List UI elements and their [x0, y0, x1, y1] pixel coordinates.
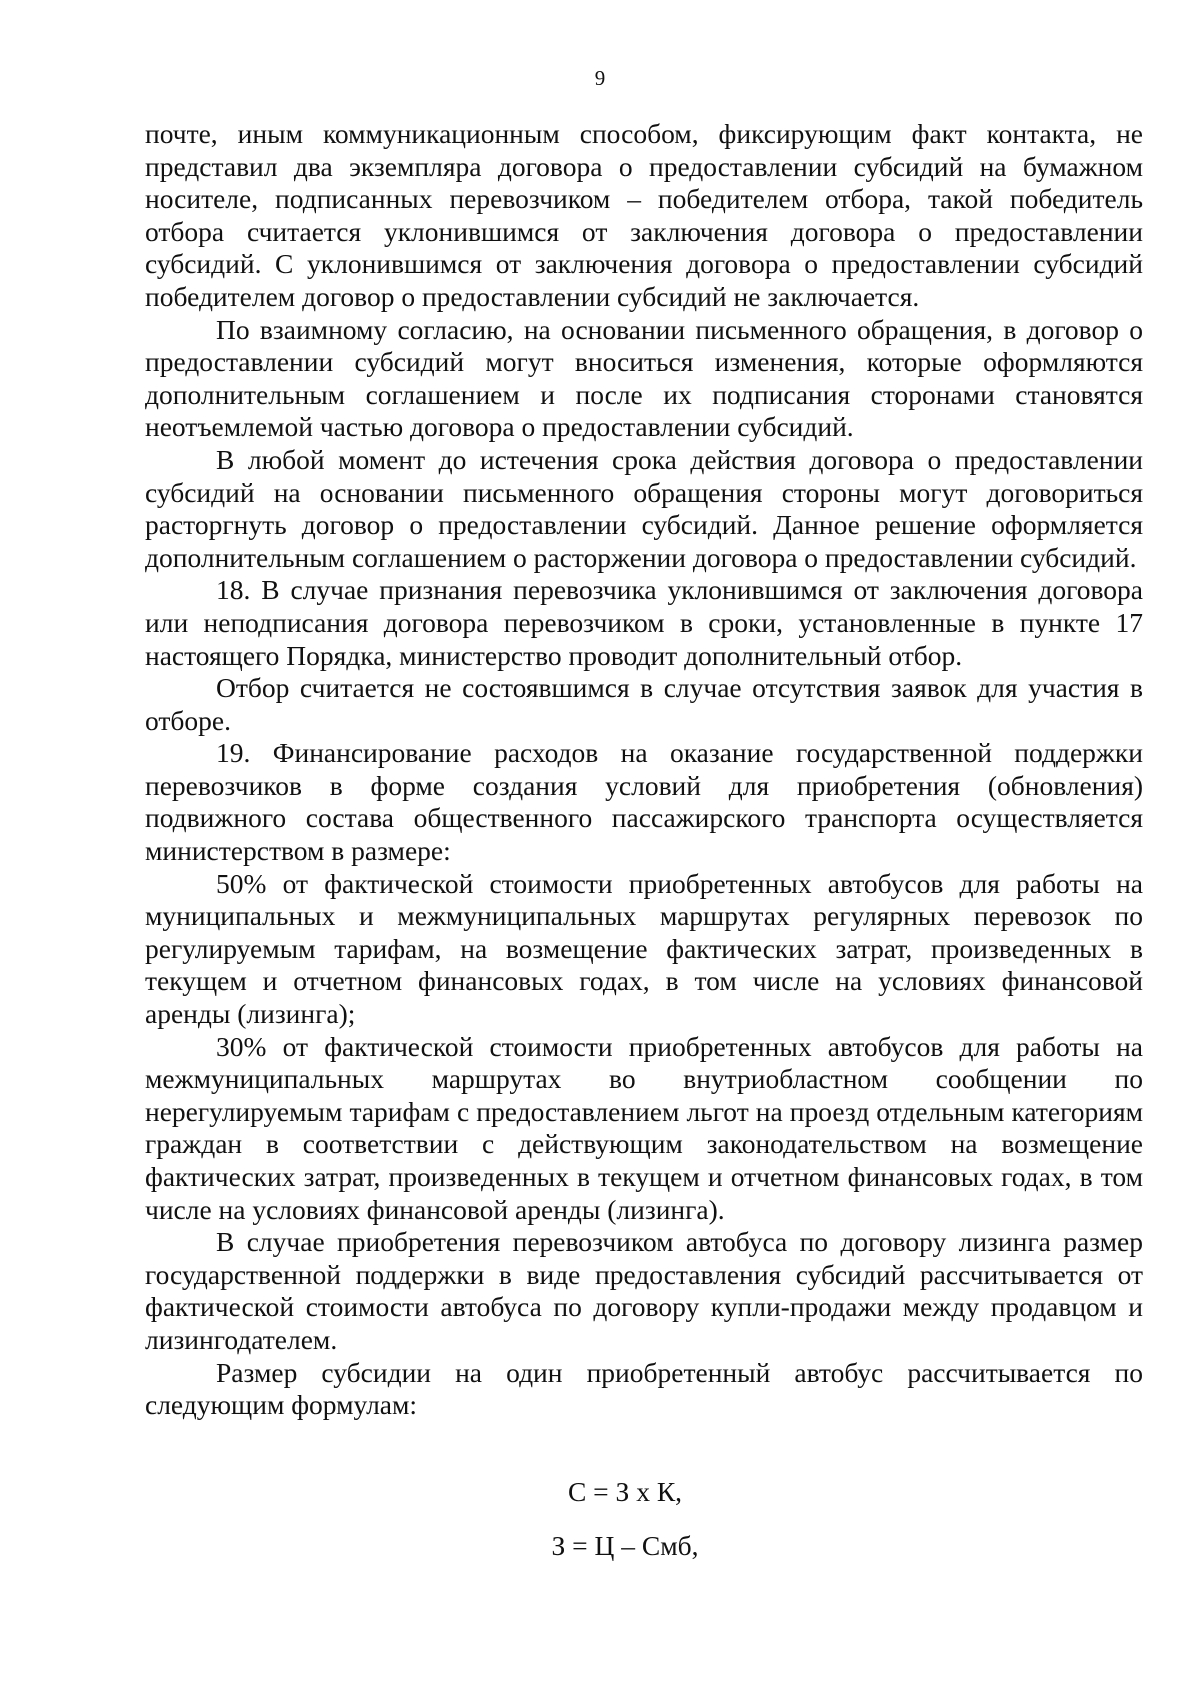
paragraph-50-percent: 50% от фактической стоимости приобретенных автобусов для работы на муниципальных и межмуниципальных маршрутах регулярных перевозок по регулируемым тарифам, на возмещение фактических затрат, произведенных в текущем и отчетном финансовых годах, в том числе на условиях финансовой аренды (лизинга); [145, 867, 1143, 1030]
formula-costs: З = Ц – Смб, [551, 1530, 699, 1561]
formulas-block [0, 1476, 1200, 1584]
paragraph-amendments: По взаимному согласию, на основании письменного обращения, в договор о предоставлении субсидий могут вноситься изменения, которые оформляются дополнительным соглашением и после их подписания сторонами становятся неотъемлемой частью договора о предоставлении субсидий. [145, 313, 1143, 443]
paragraph-selection-failed: Отбор считается не состоявшимся в случае отсутствия заявок для участия в отборе. [145, 672, 1143, 736]
paragraph-continuation: почте, иным коммуникационным способом, фиксирующим факт контакта, не представил два экземпляра договора о предоставлении субсидий на бумажном носителе, подписанных перевозчиком – победителем отбора, такой победитель отбора считается уклонившимся от заключения договора о предоставлении субсидий. С уклонившимся от заключения договора о предоставлении субсидий победителем договор о предоставлении субсидий не заключается. [145, 118, 1143, 312]
paragraph-30-percent: 30% от фактической стоимости приобретенных автобусов для работы на межмуниципальных маршрутах во внутриобластном сообщении по нерегулируемым тарифам с предоставлением льгот на проезд отдельным категориям граждан в соответствии с действующим законодательством на возмещение фактических затрат, произведенных в текущем и отчетном финансовых годах, в том числе на условиях финансовой аренды (лизинга). [145, 1030, 1143, 1225]
document-body [145, 118, 1143, 1422]
paragraph-item-19: 19. Финансирование расходов на оказание государственной поддержки перевозчиков в форме создания условий для приобретения (обновления) подвижного состава общественного пассажирского транспорта осуществляется министерством в размере: [145, 737, 1143, 867]
paragraph-subsidy-size: Размер субсидии на один приобретенный автобус рассчитывается по следующим формулам: [145, 1356, 1143, 1421]
paragraph-termination: В любой момент до истечения срока действия договора о предоставлении субсидий на основании письменного обращения стороны могут договориться расторгнуть договор о предоставлении субсидий. Данное решение оформляется дополнительным соглашением о расторжении договора о предоставлении субсидий. [145, 443, 1143, 573]
paragraph-leasing: В случае приобретения перевозчиком автобуса по договору лизинга размер государственной поддержки в виде предоставления субсидий рассчитывается от фактической стоимости автобуса по договору купли-продажи между продавцом и лизингодателем. [145, 1226, 1143, 1355]
formula-subsidy: С = З х К, [567, 1476, 683, 1507]
page-number: 9 [594, 66, 606, 90]
paragraph-item-18: 18. В случае признания перевозчика уклонившимся от заключения договора или неподписания договора перевозчиком в сроки, установленные в пункте 17 настоящего Порядка, министерство проводит дополнительный отбор. [145, 574, 1143, 671]
